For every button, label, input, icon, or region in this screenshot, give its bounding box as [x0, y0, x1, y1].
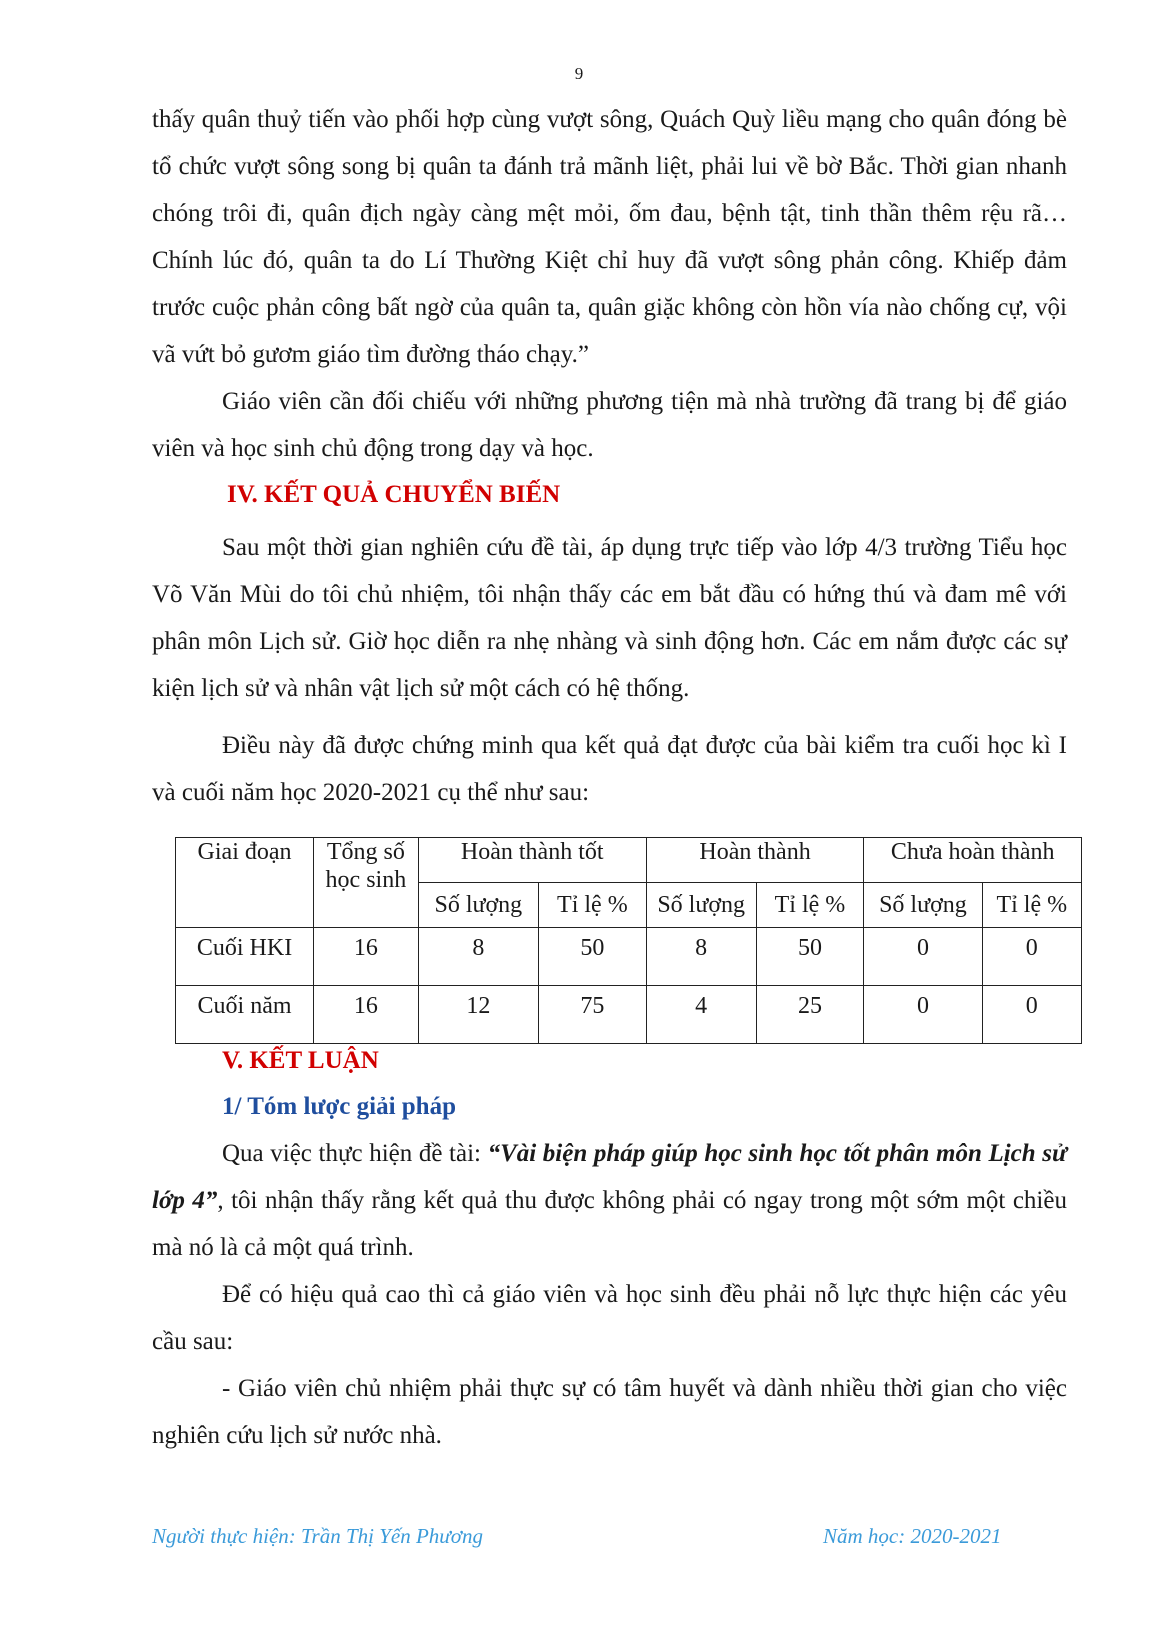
paragraph-teacher-equipment: Giáo viên cần đối chiếu với những phương tiện mà nhà trường đã trang bị để giáo viên và học sinh chủ động trong dạy và học.: [152, 388, 1067, 462]
cell-rate: 50: [756, 928, 864, 986]
subheader-rate: Tỉ lệ %: [982, 883, 1081, 928]
cell-period: Cuối năm: [176, 986, 314, 1044]
cell-rate: 0: [982, 928, 1081, 986]
cell-count: 8: [646, 928, 756, 986]
paragraph-topic: [152, 1130, 1067, 1271]
header-group-excellent: Hoàn thành tốt: [418, 838, 646, 883]
paragraph-results-proof: Điều này đã được chứng minh qua kết quả đạt được của bài kiểm tra cuối học kì I và cuối năm học 2020-2021 cụ thể như sau:: [152, 732, 1067, 806]
subheader-rate: Tỉ lệ %: [756, 883, 864, 928]
subheader-count: Số lượng: [646, 883, 756, 928]
header-group-complete: Hoàn thành: [646, 838, 864, 883]
document-body-conclusion: [152, 1038, 1067, 1459]
header-group-incomplete: Chưa hoàn thành: [864, 838, 1082, 883]
document-body: [152, 96, 1067, 816]
subheader-count: Số lượng: [418, 883, 538, 928]
cell-count: 0: [864, 986, 982, 1044]
paragraph-teacher-requirement: - Giáo viên chủ nhiệm phải thực sự có tâm huyết và dành nhiều thời gian cho việc nghiên cứu lịch sử nước nhà.: [152, 1375, 1067, 1449]
header-period: Giai đoạn: [176, 838, 314, 928]
header-total: Tổng số học sinh: [314, 838, 419, 928]
page-number: 9: [574, 64, 584, 83]
table-header-row: [176, 838, 1082, 883]
table-row: [176, 928, 1082, 986]
topic-title: “Vài biện pháp giúp học sinh học tốt phân môn Lịch sử lớp 4”: [152, 1140, 1067, 1214]
paragraph-quote-end: thấy quân thuỷ tiến vào phối hợp cùng vượt sông, Quách Quỳ liều mạng cho quân đóng bè tổ chức vượt sông song bị quân ta đánh trả mãnh liệt, phải lui về bờ Bắc. Thời gian nhanh chóng trôi đi, quân địch ngày càng mệt mỏi, ốm đau, bệnh tật, tinh thần thêm rệu rã…Chính lúc đó, quân ta do Lí Thường Kiệt chỉ huy đã vượt sông phản công. Khiếp đảm trước cuộc phản công bất ngờ của quân ta, quân giặc không còn hồn vía nào chống cự, vội vã vứt bỏ gươm giáo tìm đường tháo chạy.”: [152, 106, 1067, 368]
table-row: [176, 986, 1082, 1044]
topic-rest-text: , tôi nhận thấy rằng kết quả thu được không phải có ngay trong một sớm một chiều mà nó là cả một quá trình.: [152, 1187, 1067, 1261]
cell-rate: 0: [982, 986, 1081, 1044]
subheader-count: Số lượng: [864, 883, 982, 928]
cell-rate: 25: [756, 986, 864, 1044]
cell-count: 8: [418, 928, 538, 986]
paragraph-requirements: Để có hiệu quả cao thì cả giáo viên và học sinh đều phải nỗ lực thực hiện các yêu cầu sau:: [152, 1281, 1067, 1355]
footer-author: Người thực hiện: Trần Thị Yến Phương: [152, 1524, 483, 1548]
cell-count: 0: [864, 928, 982, 986]
cell-total: 16: [314, 986, 419, 1044]
subheader-rate: Tỉ lệ %: [538, 883, 646, 928]
cell-total: 16: [314, 928, 419, 986]
cell-rate: 50: [538, 928, 646, 986]
cell-period: Cuối HKI: [176, 928, 314, 986]
footer-school-year: Năm học: 2020-2021: [823, 1524, 1002, 1548]
cell-rate: 75: [538, 986, 646, 1044]
topic-lead-text: Qua việc thực hiện đề tài:: [222, 1140, 488, 1167]
paragraph-results-intro: Sau một thời gian nghiên cứu đề tài, áp dụng trực tiếp vào lớp 4/3 trường Tiểu học Võ Văn Mùi do tôi chủ nhiệm, tôi nhận thấy các em bắt đầu có hứng thú và đam mê với phân môn Lịch sử. Giờ học diễn ra nhẹ nhàng và sinh động hơn. Các em nắm được các sự kiện lịch sử và nhân vật lịch sử một cách có hệ thống.: [152, 534, 1067, 702]
results-table: [175, 837, 1082, 1044]
subheading-solution-summary: 1/ Tóm lược giải pháp: [222, 1093, 456, 1120]
heading-conclusion: V. KẾT LUẬN: [222, 1047, 379, 1074]
heading-results: IV. KẾT QUẢ CHUYỂN BIẾN: [227, 481, 561, 508]
cell-count: 4: [646, 986, 756, 1044]
cell-count: 12: [418, 986, 538, 1044]
